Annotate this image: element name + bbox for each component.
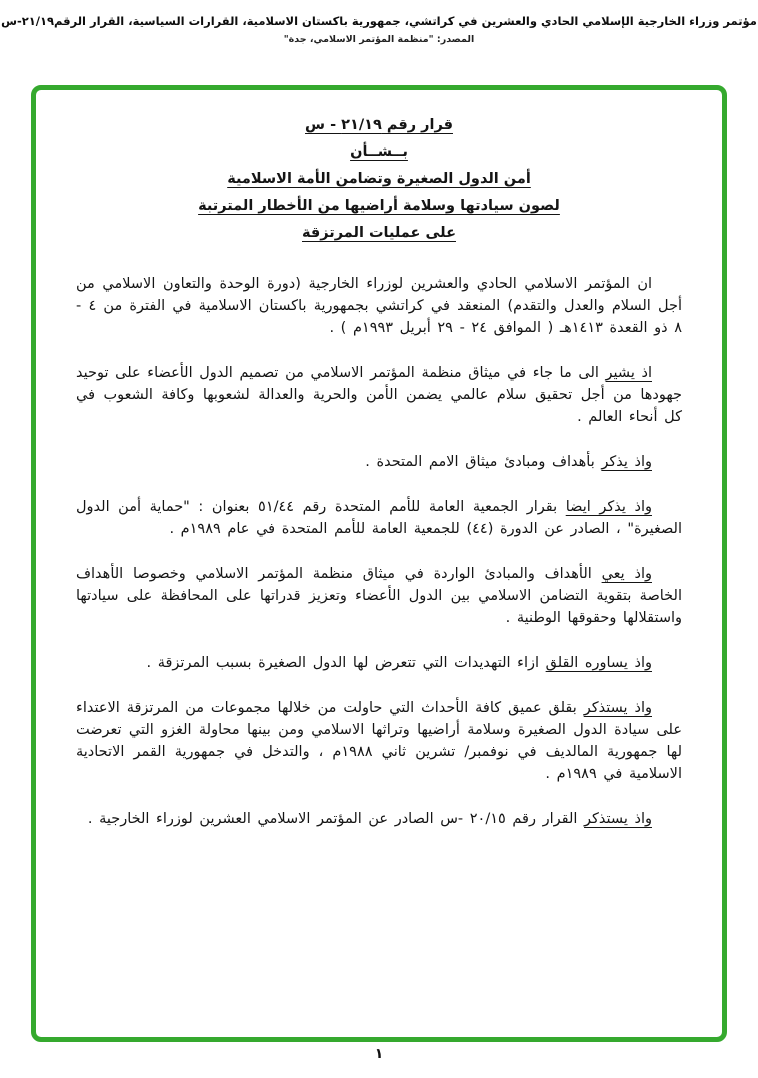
paragraph-recital-6 bbox=[76, 697, 682, 785]
resolution-number: قرار رقم ٢١/١٩ - س bbox=[305, 117, 453, 133]
page-number: ١ bbox=[374, 1046, 384, 1062]
resolution-subject-line-1: أمن الدول الصغيرة وتضامن الأمة الاسلامية bbox=[227, 171, 531, 187]
resolution-body bbox=[36, 90, 722, 840]
paragraph-text: بقلق عميق كافة الأحداث التي حاولت من خلالها مجموعات من المرتزقة الاعتداء على سيادة الدول الصغيرة وسلامة أراضيها وتراثها الاسلامي ومن بينها محاولة الغزو التي تعرضت لها جمهورية المالديف في نوفمبر/ تشرين ثاني ١٩٨٨م ، والتدخل في جمهورية القمر الاتحادية الاسلامية في ١٩٨٩م . bbox=[76, 700, 682, 782]
header-citation: مؤتمر وزراء الخارجية الإسلامي الحادي والعشرين في كراتشي، جمهورية باكستان الاسلامية، القرارات السياسية، القرار الرقم٢١/١٩-س bbox=[1, 14, 757, 28]
paragraph-lead: واذ يعي bbox=[601, 566, 652, 582]
paragraph-recital-7 bbox=[76, 808, 682, 830]
paragraph-lead: واذ يساوره القلق bbox=[545, 655, 652, 671]
paragraph-lead: واذ يذكر ايضا bbox=[565, 499, 652, 515]
paragraph-text: ان المؤتمر الاسلامي الحادي والعشرين لوزراء الخارجية (دورة الوحدة والتعاون الاسلامي من أجل السلام والعدل والتقدم) المنعقد في كراتشي بجمهورية باكستان الاسلامية في الفترة من ٤ - ٨ ذو القعدة ١٤١٣هـ ( الموافق ٢٤ - ٢٩ أبريل ١٩٩٣م ) . bbox=[76, 276, 683, 336]
paragraph-lead: واذ يستذكر bbox=[583, 700, 652, 716]
paragraph-text: القرار رقم ٢٠/١٥ -س الصادر عن المؤتمر الاسلامي العشرين لوزراء الخارجية . bbox=[87, 811, 585, 827]
paragraph-recital-1 bbox=[76, 362, 682, 428]
paragraph-lead: واذ يذكر bbox=[601, 454, 652, 470]
paragraph-text: بأهداف ومبادئ ميثاق الامم المتحدة . bbox=[365, 454, 602, 470]
paragraph-lead: اذ يشير bbox=[605, 365, 652, 381]
paragraph-lead: واذ يستذكر bbox=[584, 811, 652, 827]
paragraph-text: الأهداف والمبادئ الواردة في ميثاق منظمة المؤتمر الاسلامي وخصوصا الأهداف الخاصة بتقوية التضامن الاسلامي بين الدول الأعضاء وتعزيز قدراتها على المحافظة على سيادتها واستقلالها وحقوقها الوطنية . bbox=[76, 566, 682, 626]
document-header bbox=[0, 0, 758, 45]
paragraph-recital-2 bbox=[76, 451, 682, 473]
document-green-frame bbox=[31, 85, 727, 1042]
paragraph-text: الى ما جاء في ميثاق منظمة المؤتمر الاسلامي من تصميم الدول الأعضاء على توحيد جهودها من أجل تحقيق سلام عالمي يضمن الأمن والحرية والعدالة لشعوبها وكافة الشعوب في كل أنحاء العالم . bbox=[76, 365, 682, 425]
paragraph-recital-5 bbox=[76, 652, 682, 674]
resolution-subject-line-3: على عمليات المرتزقة bbox=[302, 225, 456, 241]
paragraph-recital-4 bbox=[76, 563, 682, 629]
paragraph-text: ازاء التهديدات التي تتعرض لها الدول الصغيرة بسبب المرتزقة . bbox=[146, 655, 546, 671]
resolution-regarding: بــشــأن bbox=[350, 144, 408, 160]
paragraph-text: بقرار الجمعية العامة للأمم المتحدة رقم ٥١/٤٤ بعنوان : "حماية أمن الدول الصغيرة" ، الصادر عن الدورة (٤٤) للجمعية العامة للأمم المتحدة في عام ١٩٨٩م . bbox=[76, 499, 682, 537]
resolution-subject-line-2: لصون سيادتها وسلامة أراضيها من الأخطار المترتبة bbox=[198, 198, 560, 214]
header-source: المصدر: "منظمة المؤتمر الاسلامي، جدة" bbox=[283, 34, 475, 45]
resolution-title-block bbox=[76, 112, 682, 247]
paragraph-preamble bbox=[76, 273, 682, 339]
paragraph-recital-3 bbox=[76, 496, 682, 540]
